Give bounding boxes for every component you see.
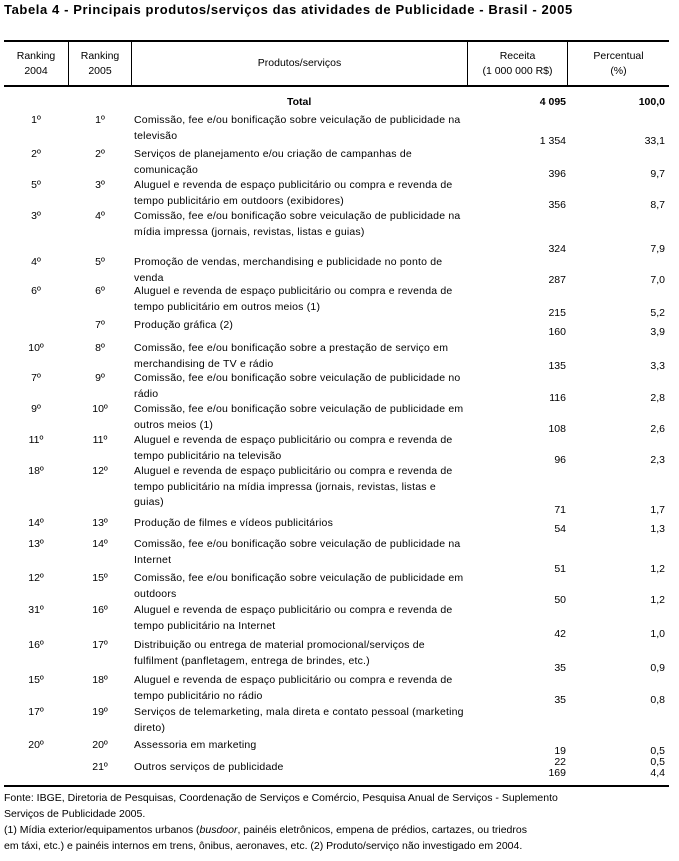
table-row xyxy=(0,341,679,372)
ranking-2005-cell: 12º xyxy=(92,465,108,477)
footnote-line: em táxi, etc.) e painéis internos em trens, ônibus, aeronaves, etc. (2) Produto/serviço não investigado em 2004. xyxy=(4,840,523,852)
ranking-2004-cell: 13º xyxy=(28,538,44,550)
table-row xyxy=(0,209,679,256)
table-row xyxy=(0,603,679,640)
percent-cell: 1,0 xyxy=(650,628,665,640)
revenue-cell: 54 xyxy=(554,523,566,535)
product-cell: Aluguel e revenda de espaço publicitário ou compra e revenda de tempo publicitário na mídia impressa (jornais, revistas, listas e guias) xyxy=(134,465,453,508)
ranking-2005-cell: 21º xyxy=(92,761,108,773)
ranking-2005-cell: 6º xyxy=(95,285,105,297)
ranking-2004-cell: 3º xyxy=(31,210,41,222)
revenue-cell: 160 xyxy=(548,326,566,338)
percent-cell: 1,7 xyxy=(650,504,665,516)
source-line: Fonte: IBGE, Diretoria de Pesquisas, Coordenação de Serviços e Comércio, Pesquisa Anual de Serviços - Suplemento xyxy=(4,792,558,804)
revenue-cell: 96 xyxy=(554,454,566,466)
ranking-2004-cell: 9º xyxy=(31,403,41,415)
percent-cell: 3,3 xyxy=(650,360,665,372)
ranking-2005-cell: 13º xyxy=(92,517,108,529)
table-row xyxy=(0,537,679,575)
footnote-line: (1) Mídia exterior/equipamentos urbanos (busdoor, painéis eletrônicos, empena de prédios, cartazes, ou triedros xyxy=(4,824,527,836)
table-footer xyxy=(4,790,669,854)
table-row xyxy=(0,147,679,178)
header-ranking-2004: Ranking 2004 xyxy=(16,49,56,77)
total-revenue: 4 095 xyxy=(539,96,566,108)
ranking-2005-cell: 16º xyxy=(92,604,108,616)
product-cell: Aluguel e revenda de espaço publicitário ou compra e revenda de tempo publicitário na Internet xyxy=(134,604,453,632)
percent-cell: 4,4 xyxy=(650,767,665,779)
product-cell: Serviços de telemarketing, mala direta e contato pessoal (marketing direto) xyxy=(134,706,464,734)
ranking-2005-cell: 19º xyxy=(92,706,108,718)
ranking-2004-cell: 14º xyxy=(28,517,44,529)
ranking-2004-cell: 1º xyxy=(31,114,41,126)
percent-cell: 5,2 xyxy=(650,307,665,319)
product-cell: Produção gráfica (2) xyxy=(134,319,234,331)
revenue-cell: 71 xyxy=(554,504,566,516)
revenue-cell: 35 xyxy=(554,662,566,674)
revenue-cell: 19 xyxy=(554,745,566,757)
revenue-cell: 287 xyxy=(548,274,566,286)
ranking-2005-cell: 14º xyxy=(92,538,108,550)
product-cell: Comissão, fee e/ou bonificação sobre veiculação de publicidade na televisão xyxy=(134,114,461,142)
percent-cell: 1,2 xyxy=(650,563,665,575)
revenue-cell: 215 xyxy=(548,307,566,319)
revenue-cell: 50 xyxy=(554,594,566,606)
product-cell: Aluguel e revenda de espaço publicitário ou compra e revenda de tempo publicitário no rádio xyxy=(134,674,453,702)
revenue-cell: 51 xyxy=(554,563,566,575)
footnote-emphasis: busdoor xyxy=(199,824,238,836)
header-percent: Percentual (%) xyxy=(593,49,644,77)
ranking-2004-cell: 2º xyxy=(31,148,41,160)
revenue-cell: 108 xyxy=(548,423,566,435)
ranking-2005-cell: 17º xyxy=(92,639,108,651)
ranking-2005-cell: 4º xyxy=(95,210,105,222)
table-row xyxy=(0,464,679,516)
ranking-2004-cell: 17º xyxy=(28,706,44,718)
percent-cell: 7,0 xyxy=(650,274,665,286)
percent-cell: 33,1 xyxy=(644,135,665,147)
ranking-2005-cell: 3º xyxy=(95,179,105,191)
product-cell: Comissão, fee e/ou bonificação sobre a prestação de serviço em merchandising de TV e rádio xyxy=(134,342,449,370)
ranking-2005-cell: 15º xyxy=(92,572,108,584)
table-row xyxy=(0,318,679,338)
ranking-2004-cell: 11º xyxy=(28,434,44,446)
percent-cell: 0,5 xyxy=(650,756,665,768)
ranking-2005-cell: 10º xyxy=(92,403,108,415)
ranking-2004-cell: 6º xyxy=(31,285,41,297)
percent-cell: 2,3 xyxy=(650,454,665,466)
revenue-cell: 169 xyxy=(548,767,566,779)
product-cell: Aluguel e revenda de espaço publicitário ou compra e revenda de tempo publicitário na televisão xyxy=(134,434,453,462)
ranking-2004-cell: 4º xyxy=(31,256,41,268)
percent-cell: 8,7 xyxy=(650,199,665,211)
header-revenue: Receita (1 000 000 R$) xyxy=(482,49,553,77)
table-row xyxy=(0,673,679,704)
table-row xyxy=(0,284,679,319)
ranking-2005-cell: 18º xyxy=(92,674,108,686)
ranking-2005-cell: 7º xyxy=(95,319,105,331)
table-title: Tabela 4 - Principais produtos/serviços das atividades de Publicidade - Brasil - 2005 xyxy=(4,2,573,17)
revenue-cell: 356 xyxy=(548,199,566,211)
product-cell: Serviços de planejamento e/ou criação de campanhas de comunicação xyxy=(134,148,412,176)
percent-cell: 0,5 xyxy=(650,745,665,757)
ranking-2004-cell: 7º xyxy=(31,372,41,384)
table-row xyxy=(0,113,679,147)
product-cell: Comissão, fee e/ou bonificação sobre veiculação de publicidade no rádio xyxy=(134,372,461,400)
percent-cell: 3,9 xyxy=(650,326,665,338)
percent-cell: 7,9 xyxy=(650,243,665,255)
revenue-cell: 22 xyxy=(554,756,566,768)
product-cell: Outros serviços de publicidade xyxy=(134,761,284,773)
table-row xyxy=(0,571,679,606)
total-percent: 100,0 xyxy=(638,96,665,108)
revenue-cell: 116 xyxy=(549,392,566,404)
revenue-cell: 35 xyxy=(554,694,566,706)
revenue-cell: 324 xyxy=(548,243,566,255)
product-cell: Comissão, fee e/ou bonificação sobre veiculação de publicidade em outros meios (1) xyxy=(134,403,464,431)
table-bottom-rule xyxy=(4,785,669,787)
percent-cell: 2,8 xyxy=(650,392,665,404)
revenue-cell: 42 xyxy=(554,628,566,640)
percent-cell: 9,7 xyxy=(650,168,665,180)
ranking-2005-cell: 11º xyxy=(92,434,108,446)
product-cell: Distribuição ou entrega de material promocional/serviços de fulfilment (panfletagem, entrega de brindes, etc.) xyxy=(134,639,425,667)
ranking-2004-cell: 16º xyxy=(28,639,44,651)
ranking-2004-cell: 31º xyxy=(28,604,44,616)
table-row xyxy=(0,178,679,209)
table-row xyxy=(0,638,679,674)
product-cell: Assessoria em marketing xyxy=(134,739,257,751)
product-cell: Comissão, fee e/ou bonificação sobre veiculação de publicidade na Internet xyxy=(134,538,461,566)
product-cell: Comissão, fee e/ou bonificação sobre veiculação de publicidade em outdoors xyxy=(134,572,464,600)
ranking-2005-cell: 1º xyxy=(95,114,105,126)
table-row xyxy=(0,738,679,757)
product-cell: Comissão, fee e/ou bonificação sobre veiculação de publicidade na mídia impressa (jornais, revistas, listas e guias) xyxy=(134,210,461,238)
table-row xyxy=(0,255,679,286)
percent-cell: 1,2 xyxy=(650,594,665,606)
ranking-2005-cell: 2º xyxy=(95,148,105,160)
ranking-2004-cell: 5º xyxy=(31,179,41,191)
ranking-2005-cell: 8º xyxy=(95,342,105,354)
ranking-2004-cell: 18º xyxy=(28,465,44,477)
total-label: Total xyxy=(287,96,312,108)
ranking-2004-cell: 12º xyxy=(28,572,44,584)
product-cell: Aluguel e revenda de espaço publicitário ou compra e revenda de tempo publicitário em outros meios (1) xyxy=(134,285,453,313)
product-cell: Promoção de vendas, merchandising e publicidade no ponto de venda xyxy=(134,256,443,284)
ranking-2004-cell: 20º xyxy=(28,739,44,751)
product-cell: Produção de filmes e vídeos publicitários xyxy=(134,517,334,529)
percent-cell: 2,6 xyxy=(650,423,665,435)
percent-cell: 0,9 xyxy=(650,662,665,674)
table-row xyxy=(0,402,679,433)
header-ranking-2005: Ranking 2005 xyxy=(80,49,120,77)
percent-cell: 0,8 xyxy=(650,694,665,706)
revenue-cell: 396 xyxy=(548,168,566,180)
revenue-cell: 135 xyxy=(548,360,566,372)
table-row xyxy=(0,433,679,464)
ranking-2004-cell: 15º xyxy=(28,674,44,686)
ranking-2005-cell: 20º xyxy=(92,739,108,751)
table-row xyxy=(0,760,679,779)
revenue-cell: 1 354 xyxy=(539,135,566,147)
ranking-2005-cell: 9º xyxy=(95,372,105,384)
header-products: Produtos/serviços xyxy=(257,57,342,69)
table-row xyxy=(0,371,679,402)
percent-cell: 1,3 xyxy=(650,523,665,535)
ranking-2005-cell: 5º xyxy=(95,256,105,268)
product-cell: Aluguel e revenda de espaço publicitário ou compra e revenda de tempo publicitário em outdoors (exibidores) xyxy=(134,179,453,207)
ranking-2004-cell: 10º xyxy=(28,342,44,354)
source-line: Serviços de Publicidade 2005. xyxy=(4,808,146,820)
table-row xyxy=(0,516,679,535)
